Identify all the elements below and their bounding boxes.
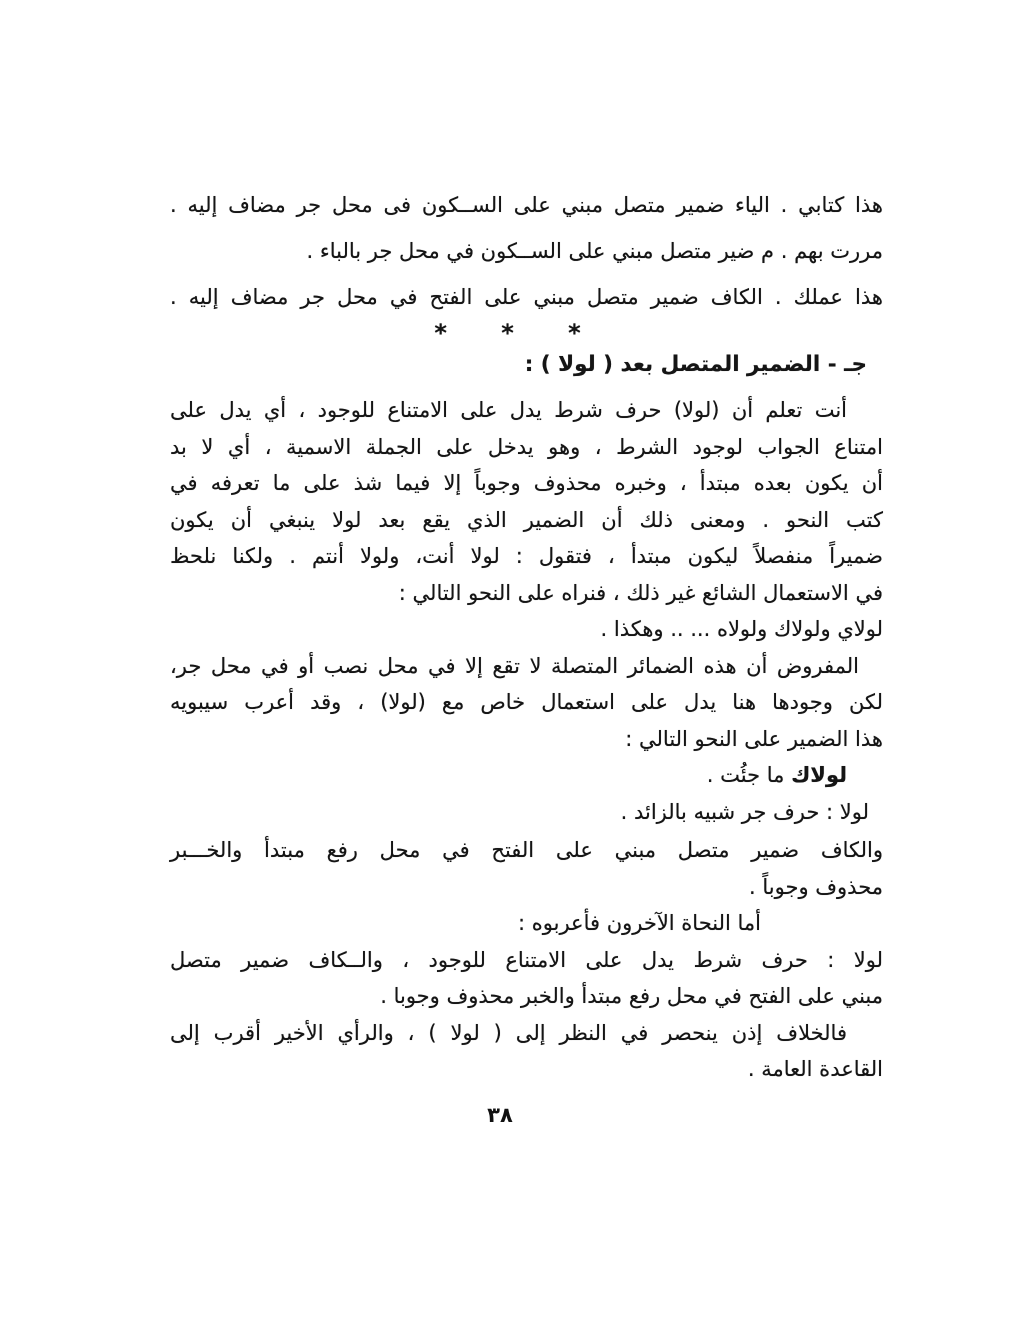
para2-line2: لكن وجودها هنا يدل على استعمال خاص مع (لولا) ، وقد أعرب سيبويه bbox=[170, 690, 883, 714]
section-heading: جـ - الضمير المتصل بعد ( لولا ) : bbox=[524, 352, 867, 377]
para2-line1: المفروض أن هذه الضمائر المتصلة لا تقع إلا في محل نصب أو في محل جر، bbox=[170, 653, 859, 678]
kaf-irab-line2: محذوف وجوباً . bbox=[749, 874, 883, 899]
para1-line3: أن يكون بعده مبتدأ ، وخبره محذوف وجوباً إلا فيما شذ على ما تعرفه في bbox=[170, 471, 883, 495]
text-segment: ما جئُت . bbox=[706, 763, 792, 787]
bold-word: لولاك bbox=[791, 763, 847, 787]
para1-line6: في الاستعمال الشائع غير ذلك ، فنراه على النحو التالي : bbox=[398, 580, 883, 605]
para1-line2: امتناع الجواب لوجود الشرط ، وهو يدخل على الجملة الاسمية ، أي لا بد bbox=[170, 434, 883, 459]
lawla-jarr-line: لولا : حرف جر شبيه بالزائد . bbox=[620, 799, 869, 824]
para2-line3: هذا الضمير على النحو التالي : bbox=[625, 726, 883, 751]
example-lawlaka bbox=[170, 757, 883, 794]
para1-line4: كتب النحو . ومعنى ذلك أن الضمير الذي يقع بعد لولا ينبغي أن يكون bbox=[170, 507, 883, 532]
kaf-irab-line1: والكاف ضمير متصل مبني على الفتح في محل رفع مبتدأ والخـــبر bbox=[170, 838, 883, 862]
para1-line5: ضميراً منفصلاً ليكون مبتدأ ، فتقول : لولا أنت، ولولا أنتم . ولكنا نلحظ bbox=[170, 544, 883, 568]
stars-separator: * * * bbox=[434, 319, 581, 347]
other-grammarians-line: أما النحاة الآخرون فأعربوه : bbox=[518, 911, 761, 935]
text-block bbox=[170, 182, 883, 1088]
page-number: ٣٨ bbox=[487, 1103, 513, 1127]
intro-line-3: هذا عملك . الكاف ضمير متصل مبني على الفتح في محل جر مضاف إليه . bbox=[170, 285, 883, 309]
para5-line1: فالخلاف إذن ينحصر في النظر إلى ( لولا ) ، والرأي الأخير أقرب إلى bbox=[170, 1020, 847, 1045]
para4-line2: مبني على الفتح في محل رفع مبتدأ والخبر محذوف وجوبا . bbox=[380, 984, 883, 1008]
intro-line-1: هذا كتابي . الياء ضمير متصل مبني على الســكون فى محل جر مضاف إليه . bbox=[170, 193, 883, 217]
intro-line-2: مررت بهم . م ضير متصل مبني على الســكون في محل جر بالباء . bbox=[306, 239, 883, 263]
example-lawlaya: لولاي ولولاك ولولاه ... .. وهكذا . bbox=[600, 617, 883, 641]
para5-line2: القاعدة العامة . bbox=[747, 1057, 883, 1081]
para1-line1: أنت تعلم أن (لولا) حرف شرط يدل على الامتناع للوجود ، أي يدل على bbox=[170, 398, 847, 422]
para4-line1: لولا : حرف شرط يدل على الامتناع للوجود ، والــكاف ضمير متصل bbox=[170, 947, 883, 972]
